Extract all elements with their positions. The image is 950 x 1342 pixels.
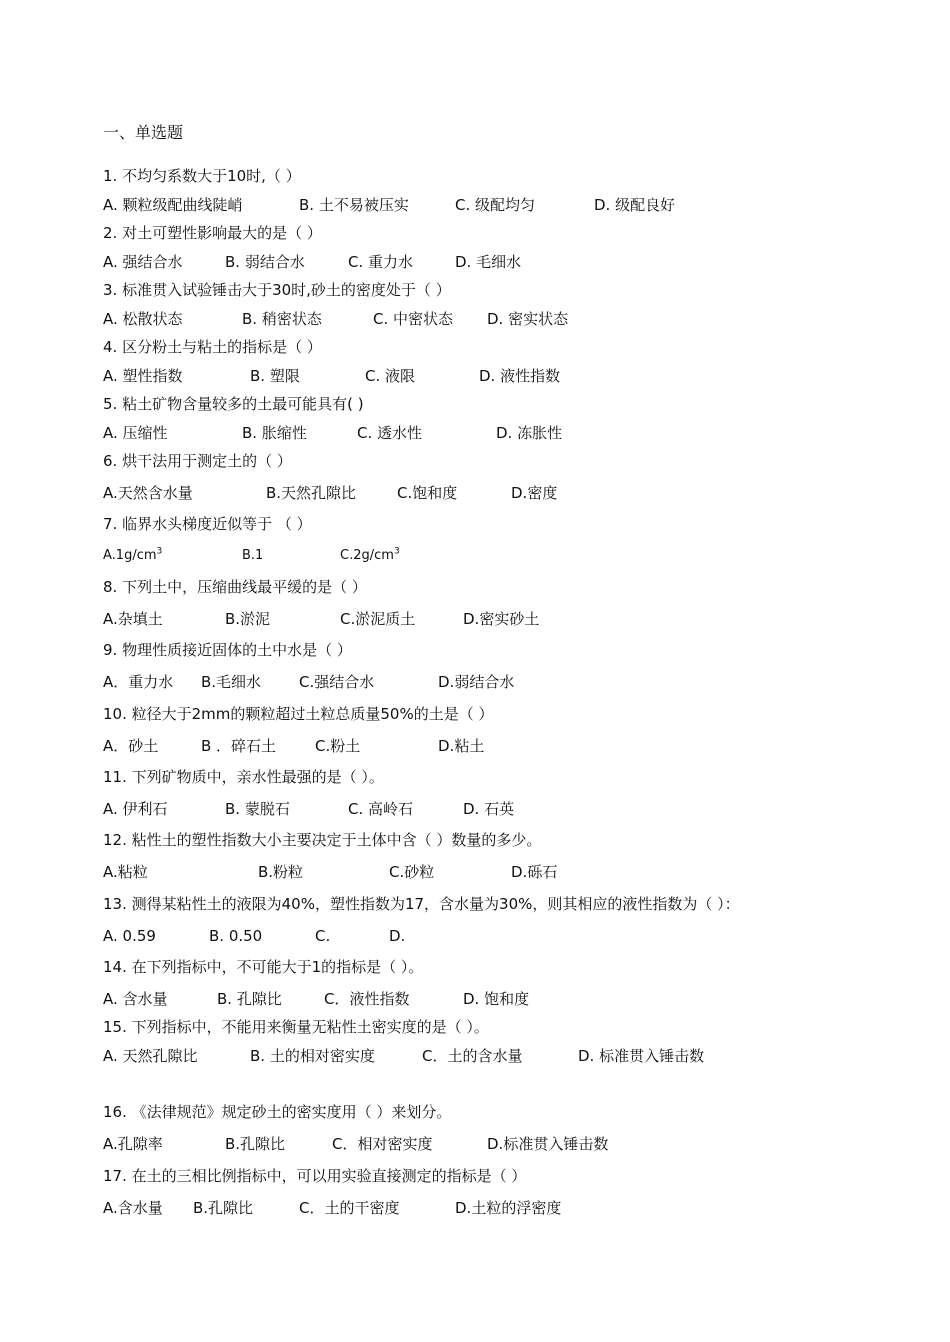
option-a: A. 颗粒级配曲线陡峭 — [103, 196, 243, 214]
option-a: A.杂填土 — [103, 610, 163, 628]
option-a — [103, 546, 162, 566]
option-a: A.天然含水量 — [103, 484, 193, 502]
option-a: A.粘粒 — [103, 863, 148, 881]
option-c: C．液性指数 — [324, 990, 410, 1008]
question-4-stem: 4. 区分粉土与粘土的指标是（ ） — [103, 338, 322, 356]
option-d: D. 液性指数 — [479, 367, 561, 385]
question-10-stem: 10. 粒径大于2mm的颗粒超过土粒总质量50%的土是（ ） — [103, 705, 494, 723]
question-14-stem: 14. 在下列指标中，不可能大于1的指标是（ ）。 — [103, 958, 424, 976]
option-d: D.弱结合水 — [438, 673, 515, 691]
option-d: D. 密实状态 — [487, 310, 569, 328]
superscript-3: 3 — [156, 546, 163, 557]
option-d: D. 冻胀性 — [496, 424, 563, 442]
option-a: A.孔隙率 — [103, 1135, 163, 1153]
option-d: D.砾石 — [511, 863, 558, 881]
option-c: C. 液限 — [365, 367, 416, 385]
option-a: A. 强结合水 — [103, 253, 183, 271]
option-a: A.含水量 — [103, 1199, 163, 1217]
option-a: A. 天然孔隙比 — [103, 1047, 198, 1065]
option-c: C. 透水性 — [357, 424, 423, 442]
option-a: A. 0.59 — [103, 927, 156, 945]
option-d: D. 饱和度 — [463, 990, 530, 1008]
option-b: B. 土不易被压实 — [299, 196, 409, 214]
option-b: B.孔隙比 — [193, 1199, 254, 1217]
option-b: B.天然孔隙比 — [266, 484, 357, 502]
option-c: C. 级配均匀 — [455, 196, 536, 214]
option-c: C．土的含水量 — [422, 1047, 523, 1065]
option-d: D. 毛细水 — [455, 253, 522, 271]
option-b: B ．碎石土 — [201, 737, 277, 755]
question-13-stem: 13. 测得某粘性土的液限为40%，塑性指数为17，含水量为30%，则其相应的液性指数为（ ）： — [103, 895, 740, 913]
question-15-stem: 15. 下列指标中，不能用来衡量无粘性土密实度的是（ ）。 — [103, 1018, 489, 1036]
option-b: B. 土的相对密实度 — [250, 1047, 375, 1065]
option-b: B.孔隙比 — [225, 1135, 286, 1153]
option-d: D. 石英 — [463, 800, 515, 818]
option-a: A. 压缩性 — [103, 424, 168, 442]
option-c: C. 重力水 — [348, 253, 414, 271]
option-c: C．相对密实度 — [332, 1135, 433, 1153]
superscript-3: 3 — [393, 546, 400, 557]
option-a: A. 塑性指数 — [103, 367, 183, 385]
option-d: D.土粒的浮密度 — [455, 1199, 562, 1217]
question-8-stem: 8. 下列土中，压缩曲线最平缓的是（ ） — [103, 578, 367, 596]
option-b: B.毛细水 — [201, 673, 262, 691]
option-c: C. — [315, 927, 331, 945]
option-c: C.粉土 — [315, 737, 361, 755]
question-7-stem: 7. 临界水头梯度近似等于 （ ） — [103, 515, 312, 533]
option-b: B.淤泥 — [225, 610, 271, 628]
option-d: D. 标准贯入锤击数 — [578, 1047, 705, 1065]
option-c — [340, 546, 400, 566]
option-a: A. 松散状态 — [103, 310, 183, 328]
option-b: B. 弱结合水 — [225, 253, 305, 271]
option-c: C.砂粒 — [389, 863, 435, 881]
option-c-text: C.2g/cm — [340, 548, 394, 563]
option-c: C. 中密状态 — [373, 310, 454, 328]
option-a: A. 含水量 — [103, 990, 168, 1008]
option-b: B. 胀缩性 — [242, 424, 307, 442]
question-16-stem: 16. 《法律规范》规定砂土的密实度用（ ）来划分。 — [103, 1103, 452, 1121]
question-17-stem: 17. 在土的三相比例指标中，可以用实验直接测定的指标是（ ） — [103, 1167, 527, 1185]
option-b: B.1 — [242, 548, 264, 563]
option-d: D.标准贯入锤击数 — [487, 1135, 609, 1153]
option-c: C.强结合水 — [299, 673, 375, 691]
option-a-text: A.1g/cm — [103, 548, 157, 563]
option-c: C.饱和度 — [397, 484, 458, 502]
option-b: B. 蒙脱石 — [225, 800, 290, 818]
option-b: B. 孔隙比 — [217, 990, 282, 1008]
option-c: C. 高岭石 — [348, 800, 414, 818]
option-d: D.粘土 — [438, 737, 485, 755]
question-11-stem: 11. 下列矿物质中，亲水性最强的是（ ）。 — [103, 768, 384, 786]
option-b: B. 塑限 — [250, 367, 300, 385]
option-d: D.密度 — [511, 484, 558, 502]
question-5-stem: 5. 粘土矿物含量较多的土最可能具有( ) — [103, 395, 364, 413]
option-a: A．砂土 — [103, 737, 159, 755]
option-a: A. 伊利石 — [103, 800, 168, 818]
option-c: C．土的干密度 — [299, 1199, 400, 1217]
question-6-stem: 6. 烘干法用于测定土的（ ） — [103, 452, 292, 470]
option-a: A．重力水 — [103, 673, 174, 691]
question-2-stem: 2. 对土可塑性影响最大的是（ ） — [103, 224, 322, 242]
option-b: B. 0.50 — [209, 927, 263, 945]
option-b: B.粉粒 — [258, 863, 304, 881]
section-title: 一、单选题 — [103, 123, 184, 142]
option-d: D.密实砂土 — [463, 610, 540, 628]
question-3-stem: 3. 标准贯入试验锤击大于30时,砂土的密度处于（ ） — [103, 281, 451, 299]
option-c: C.淤泥质土 — [340, 610, 416, 628]
option-d: D. — [389, 927, 406, 945]
option-b: B. 稍密状态 — [242, 310, 322, 328]
question-9-stem: 9. 物理性质接近固体的土中水是（ ） — [103, 641, 352, 659]
question-1-stem: 1. 不均匀系数大于10时,（ ） — [103, 167, 301, 185]
question-12-stem: 12. 粘性土的塑性指数大小主要决定于土体中含（ ）数量的多少。 — [103, 831, 542, 849]
option-d: D. 级配良好 — [594, 196, 676, 214]
